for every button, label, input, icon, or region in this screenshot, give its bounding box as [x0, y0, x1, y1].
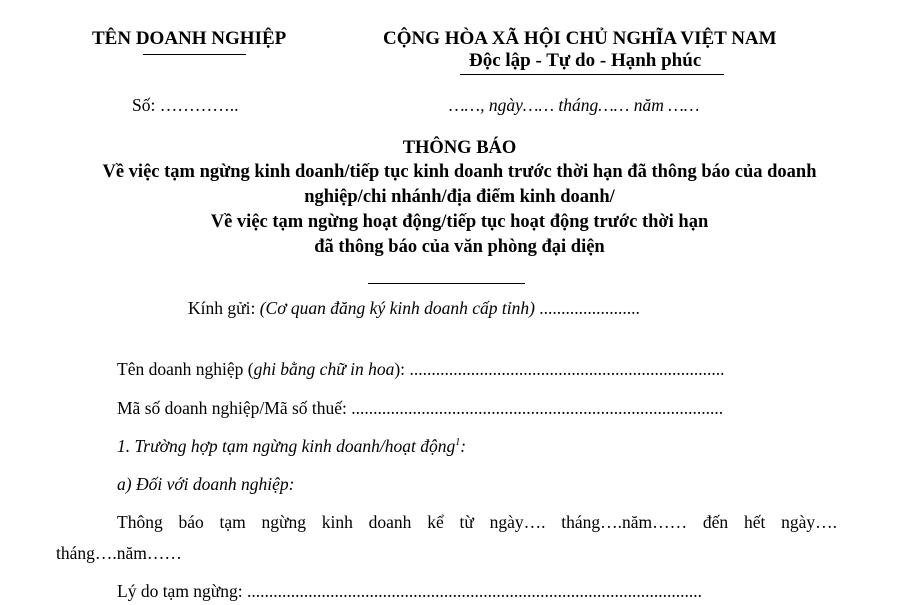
subsection-a-prefix: a): [117, 474, 136, 494]
document-subtitle-line-3: Về việc tạm ngừng hoạt động/tiếp tục hoạt động trước thời hạn: [210, 212, 709, 232]
section-1-text: 1. Trường hợp tạm ngừng kinh doanh/hoạt động: [117, 436, 456, 456]
tax-code-blank[interactable]: .....................................................................................: [351, 398, 724, 418]
company-name-label: Tên doanh nghiệp (: [117, 359, 254, 379]
company-name-field: [117, 359, 724, 380]
subsection-a-heading: [117, 474, 295, 495]
document-subtitle-line-4: đã thông báo của văn phòng đại diện: [314, 237, 605, 257]
place-date: ……, ngày…… tháng…… năm ……: [449, 95, 700, 115]
company-name-label-end: ):: [394, 359, 410, 379]
subsection-a-text: Đối với doanh nghiệp:: [135, 474, 295, 494]
suspension-period-line-1: Thông báo tạm ngừng kinh doanh kể từ ngày…. tháng….năm…… đến hết ngày….: [117, 512, 837, 532]
document-title: THÔNG BÁO: [402, 138, 517, 158]
motto-underline: [460, 74, 724, 75]
tax-code-label: Mã số doanh nghiệp/Mã số thuế:: [117, 398, 352, 418]
company-name-header: TÊN DOANH NGHIỆP: [92, 28, 287, 49]
tax-code-field: [117, 398, 723, 419]
national-title: CỘNG HÒA XÃ HỘI CHỦ NGHĨA VIỆT NAM: [383, 28, 777, 49]
national-motto: Độc lập - Tự do - Hạnh phúc: [469, 50, 702, 71]
title-separator: [368, 283, 525, 284]
suspension-period-line-2: tháng….năm……: [56, 543, 182, 563]
addressee-line: [188, 298, 640, 319]
suspension-reason-label: Lý do tạm ngừng:: [117, 581, 248, 601]
addressee-label: Kính gửi:: [188, 298, 260, 318]
addressee-recipient: (Cơ quan đăng ký kinh doanh cấp tỉnh): [259, 298, 535, 318]
section-1-suffix: :: [460, 436, 467, 456]
addressee-blank[interactable]: .......................: [534, 298, 640, 318]
company-name-hint: ghi bằng chữ in hoa: [253, 359, 395, 379]
footnote-marker[interactable]: 1: [455, 437, 461, 448]
document-subtitle-line-1: Về việc tạm ngừng kinh doanh/tiếp tục kinh doanh trước thời hạn đã thông báo của doanh: [102, 162, 817, 182]
section-1-heading: [117, 436, 466, 457]
suspension-reason-blank[interactable]: ........................................................................................................: [247, 581, 703, 601]
suspension-reason-field: [117, 581, 702, 602]
company-name-blank[interactable]: ........................................................................: [409, 359, 725, 379]
document-subtitle-line-2: nghiệp/chi nhánh/địa điểm kinh doanh/: [304, 187, 615, 207]
company-name-underline: [143, 54, 246, 55]
document-number: Số: …………..: [132, 95, 239, 115]
